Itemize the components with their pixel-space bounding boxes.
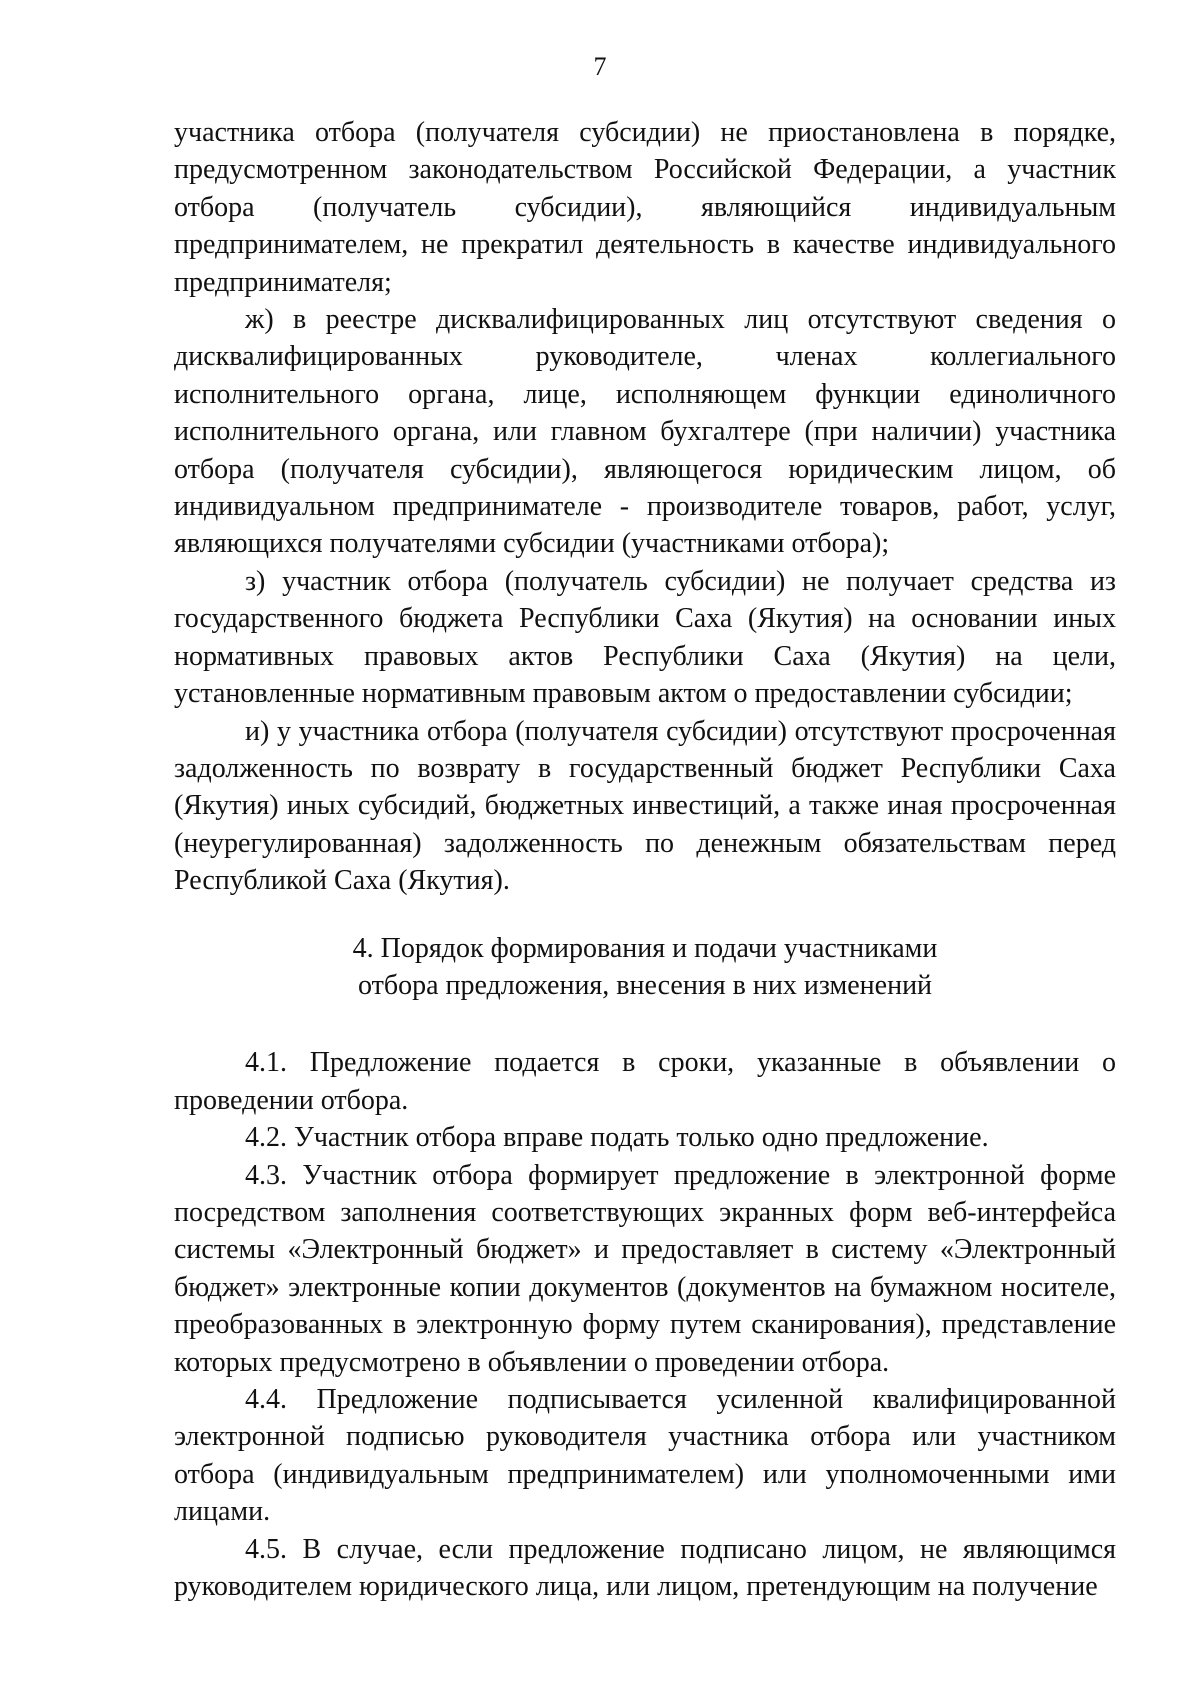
document-body	[174, 114, 1116, 1605]
paragraph-4-1: 4.1. Предложение подается в сроки, указанные в объявлении о проведении отбора.	[174, 1047, 1116, 1116]
paragraph-item-z: з) участник отбора (получатель субсидии) не получает средства из государственного бюджета Республики Саха (Якутия) на основании иных нормативных правовых актов Республики Саха (Якутия) на цели, установленные нормативным правовым актом о предоставлении субсидии;	[174, 565, 1116, 710]
paragraph-item-i: и) у участника отбора (получателя субсидии) отсутствуют просроченная задолженность по возврату в государственный бюджет Республики Саха (Якутия) иных субсидий, бюджетных инвестиций, а также иная просроченная (неурегулированная) задолженность по денежным обязательствам перед Республикой Саха (Якутия).	[174, 715, 1116, 897]
paragraph-4-4: 4.4. Предложение подписывается усиленной квалифицированной электронной подписью руководителя участника отбора или участником отбора (индивидуальным предпринимателем) или уполномоченными ими лицами.	[174, 1384, 1116, 1528]
page-number: 7	[593, 52, 607, 81]
paragraph-4-3: 4.3. Участник отбора формирует предложение в электронной форме посредством заполнения соответствующих экранных форм веб-интерфейса системы «Электронный бюджет» и предоставляет в систему «Электронный бюджет» электронные копии документов (документов на бумажном носителе, преобразованных в электронную форму путем сканирования), представление которых предусмотрено в объявлении о проведении отбора.	[174, 1159, 1116, 1378]
section-heading-line-2: отбора предложения, внесения в них изменений	[357, 969, 933, 1001]
section-heading-line-1: 4. Порядок формирования и подачи участниками	[352, 932, 938, 964]
paragraph-4-2: 4.2. Участник отбора вправе подать только одно предложение.	[245, 1122, 989, 1154]
paragraph-continuation: участника отбора (получателя субсидии) не приостановлена в порядке, предусмотренном законодательством Российской Федерации, а участник отбора (получатель субсидии), являющийся индивидуальным предпринимателем, не прекратил деятельность в качестве индивидуального предпринимателя;	[174, 117, 1116, 298]
paragraph-item-zh: ж) в реестре дисквалифицированных лиц отсутствуют сведения о дисквалифицированных руководителе, членах коллегиального исполнительного органа, лице, исполняющем функции единоличного исполнительного органа, или главном бухгалтере (при наличии) участника отбора (получателя субсидии), являющегося юридическим лицом, об индивидуальном предпринимателе - производителе товаров, работ, услуг, являющихся получателями субсидии (участниками отбора);	[174, 304, 1116, 560]
paragraph-4-5: 4.5. В случае, если предложение подписано лицом, не являющимся руководителем юридического лица, или лицом, претендующим на получение	[174, 1533, 1116, 1603]
section-heading	[174, 930, 1116, 1005]
